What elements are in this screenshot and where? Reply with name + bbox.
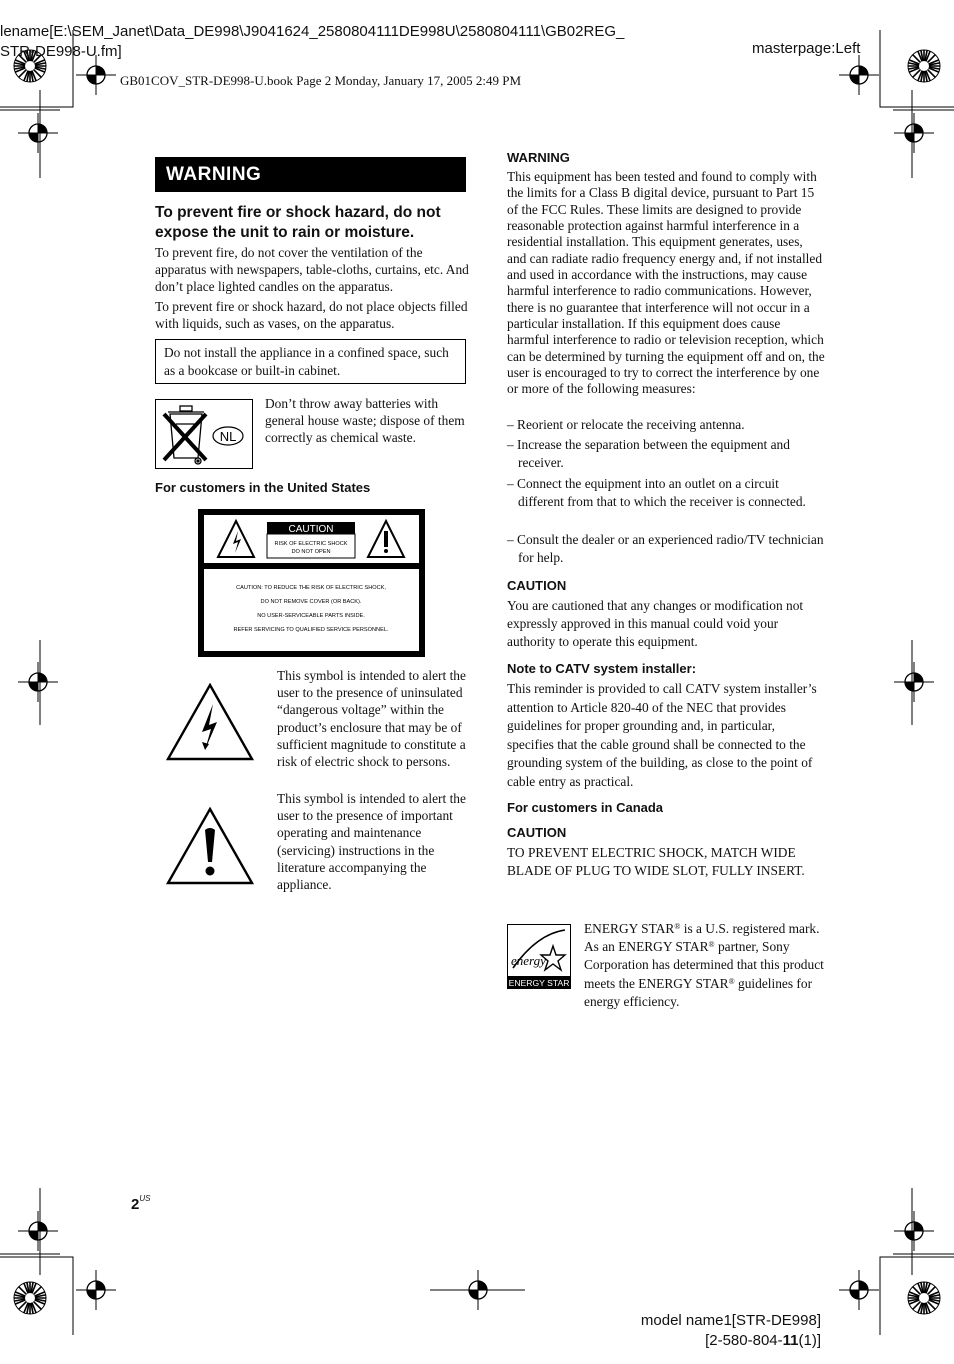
label-line-4: REFER SERVICING TO QUALIFIED SERVICE PERSONNEL. [233,627,389,633]
registered-mark: ® [708,940,715,950]
fcc-warning-text: This equipment has been tested and found to comply with the limits for a Class B digital device, pursuant to Part 15 of the FCC Rules. These limits are designed to provide reasonable protection against harmful interference in a residential installation. This equipment generates, uses, and can radiate radio frequency energy and, if not installed and used in accordance with the instructions, may cause harmful interference to radio communications. However, there is no guarantee that interference will not occur in a particular installation. If this equipment does cause harmful interference to radio or television reception, which can be determined by turning the equipment off and on, the user is encouraged to try to correct the interference by one or more of the following measures: [507,169,825,397]
page-suffix: US [139,1194,151,1203]
registered-mark: ® [674,922,681,931]
filename-line-2: STR-DE998-U.fm] [0,43,122,60]
energy-star-logo-icon [507,924,571,989]
label-line-1: CAUTION: TO REDUCE THE RISK OF ELECTRIC SHOCK, [236,585,386,591]
caution-label-image [198,509,425,657]
fcc-warning-heading: WARNING [507,150,570,165]
measure-item: – Reorient or relocate the receiving antenna. [507,417,745,432]
model-part-suffix: (1)] [798,1332,821,1349]
model-part-bold: 11 [782,1332,799,1349]
caution-modification-text: You are cautioned that any changes or modification not expressly approved in this manual could void your authority to operate this equipment. [507,598,804,649]
battery-disposal-icon [155,399,253,469]
caution-heading: CAUTION [507,578,567,593]
canada-caution-heading: CAUTION [507,825,567,840]
exclamation-symbol-text: This symbol is intended to alert the user to the presence of important operating and maintenance (servicing) instructions in the literature accompanying the appliance. [277,791,466,893]
lightning-bolt-triangle-icon [165,682,255,762]
model-info [600,1311,821,1351]
label-caution-title: CAUTION [288,524,334,535]
energy-star-text [584,920,824,1011]
registered-mark: ® [728,976,735,986]
label-do-not-open: DO NOT OPEN [291,549,331,555]
measure-item: – Increase the separation between the equipment and receiver. [507,437,790,470]
fire-hazard-heading: To prevent fire or shock hazard, do not expose the unit to rain or moisture. [155,204,441,241]
catv-heading: Note to CATV system installer: [507,661,697,676]
battery-nl-badge: NL [219,429,237,444]
energy-star-part-1: ENERGY STAR [584,921,675,936]
energy-star-part-2: is a U.S. registered mark. As an ENERGY STAR [584,921,820,955]
label-line-2: DO NOT REMOVE COVER (OR BACK). [260,599,362,605]
filename-header [0,22,720,62]
model-part-number: [2-580-804- [705,1332,783,1349]
model-line-2 [600,1331,821,1351]
measure-item: – Consult the dealer or an experienced radio/TV technician for help. [507,532,824,565]
us-customers-heading: For customers in the United States [155,480,371,495]
fire-paragraph-1: To prevent fire, do not cover the ventilation of the apparatus with newspapers, table-cloths, curtains, etc. And don’t place lighted candles on the apparatus. [155,245,469,295]
canada-caution-text: TO PREVENT ELECTRIC SHOCK, MATCH WIDE BLADE OF PLUG TO WIDE SLOT, FULLY INSERT. [507,845,805,878]
battery-disposal-text: Don’t throw away batteries with general house waste; dispose of them correctly as chemical waste. [265,396,465,446]
page-number [131,1196,150,1213]
filename-line-1: lename[E:\SEM_Janet\Data_DE998\J9041624_2580804111DE998U\2580804111\GB02REG_ [0,23,625,40]
canada-customers-heading: For customers in Canada [507,800,664,815]
energy-star-part-3: partner, Sony Corporation has determined that this product meets the ENERGY STAR [584,939,824,991]
fire-paragraph-2: To prevent fire or shock hazard, do not place objects filled with liquids, such as vases, on the apparatus. [155,299,468,332]
exclamation-triangle-icon [165,806,255,886]
lightning-symbol-text: This symbol is intended to alert the user to the presence of uninsulated “dangerous voltage” within the product’s enclosure that may be of sufficient magnitude to constitute a risk of electric shock to persons. [277,668,466,770]
model-line-1: model name1[STR-DE998] [640,1312,821,1329]
energy-star-part-4: guidelines for energy efficiency. [584,975,813,1009]
catv-text: This reminder is provided to call CATV system installer’s attention to Article 820-40 of the NEC that provides guidelines for proper grounding and, in particular, specifies that the cable ground shall be connected to the grounding system of the building, as close to the point of cable entry as practical. [507,681,817,789]
warning-banner: WARNING [155,157,466,192]
measure-item: – Connect the equipment into an outlet on a circuit different from that to which the receiver is connected. [507,476,806,509]
label-line-3: NO USER-SERVICEABLE PARTS INSIDE. [257,613,365,619]
energy-script: energy [511,953,546,968]
label-risk-line: RISK OF ELECTRIC SHOCK [274,541,348,547]
book-info-line: GB01COV_STR-DE998-U.book Page 2 Monday, January 17, 2005 2:49 PM [120,73,522,88]
masterpage-label: masterpage:Left [752,40,861,57]
page-number-value: 2 [131,1196,140,1213]
energy-star-logo-label: ENERGY STAR [508,978,570,988]
install-notice-box: Do not install the appliance in a confined space, such as a bookcase or built-in cabinet. [155,339,466,384]
